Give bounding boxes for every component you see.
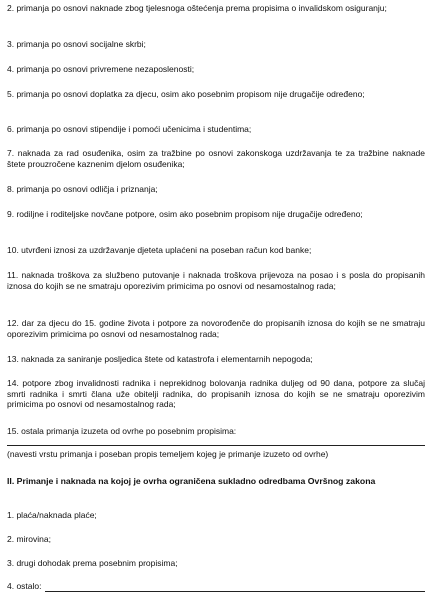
section2-item-1: 1. plaća/naknada plaće; [7,510,97,520]
list-item-7: 7. naknada za rad osuđenika, osim za tražbine po osnovi zakonskoga uzdržavanja te za tražbine naknade štete prouzročene kaznenim djelom osuđenika; [7,148,425,169]
note-instruction: (navesti vrstu primanja i poseban propis temeljem kojeg je primanje izuzeto od ovrhe) [7,449,329,459]
list-item-3: 3. primanja po osnovi socijalne skrbi; [7,39,146,49]
list-item-12: 12. dar za djecu do 15. godine života i potpore za novorođenče do propisanih iznosa do kojih se ne smatraju oporezivim primicima po osnovi od nesamostalnog rada; [7,318,425,339]
list-item-11: 11. naknada troškova za službeno putovanje i naknada troškova prijevoza na posao i s posla do propisanih iznosa do kojih se ne smatraju oporezivim primicima po osnovi od nesamostalnog rada; [7,270,425,291]
list-item-15: 15. ostala primanja izuzeta od ovrhe po posebnim propisima: [7,426,237,436]
list-item-5: 5. primanja po osnovi doplatka za djecu, osim ako posebnim propisom nije drugačije određeno; [7,89,365,99]
list-item-14: 14. potpore zbog invalidnosti radnika i neprekidnog bolovanja radnika duljeg od 90 dana, potpore za slučaj smrti radnika i smrti člana uže obitelji radnika, do propisanih iznosa do kojih se ne smatraju oporezivim primicima po osnovi od nesamostalnog rada; [7,378,425,409]
section2-item-3: 3. drugi dohodak prema posebnim propisima; [7,558,178,568]
list-item-6: 6. primanja po osnovi stipendije i pomoći učenicima i studentima; [7,124,252,134]
list-item-9: 9. rodiljne i roditeljske novčane potpore, osim ako posebnim propisom nije drugačije određeno; [7,209,363,219]
section-heading: II. Primanje i naknada na kojoj je ovrha ograničena sukladno odredbama Ovršnog zakona [7,476,376,486]
list-item-8: 8. primanja po osnovi odličja i priznanja; [7,184,158,194]
list-item-10: 10. utvrđeni iznosi za uzdržavanje djeteta uplaćeni na poseban račun kod banke; [7,245,312,255]
list-item-2: 2. primanja po osnovi naknade zbog tjelesnoga oštećenja prema propisima o invalidskom osiguranju; [7,3,387,13]
fill-in-line-other[interactable] [45,583,426,592]
list-item-13: 13. naknada za saniranje posljedica štete od katastrofa i elementarnih nepogoda; [7,354,313,364]
section2-item-4-label: 4. ostalo: [7,581,42,591]
section2-item-2: 2. mirovina; [7,534,51,544]
section2-item-4 [7,581,425,592]
fill-in-line-other-income[interactable] [7,445,425,446]
list-item-4: 4. primanja po osnovi privremene nezaposlenosti; [7,64,195,74]
